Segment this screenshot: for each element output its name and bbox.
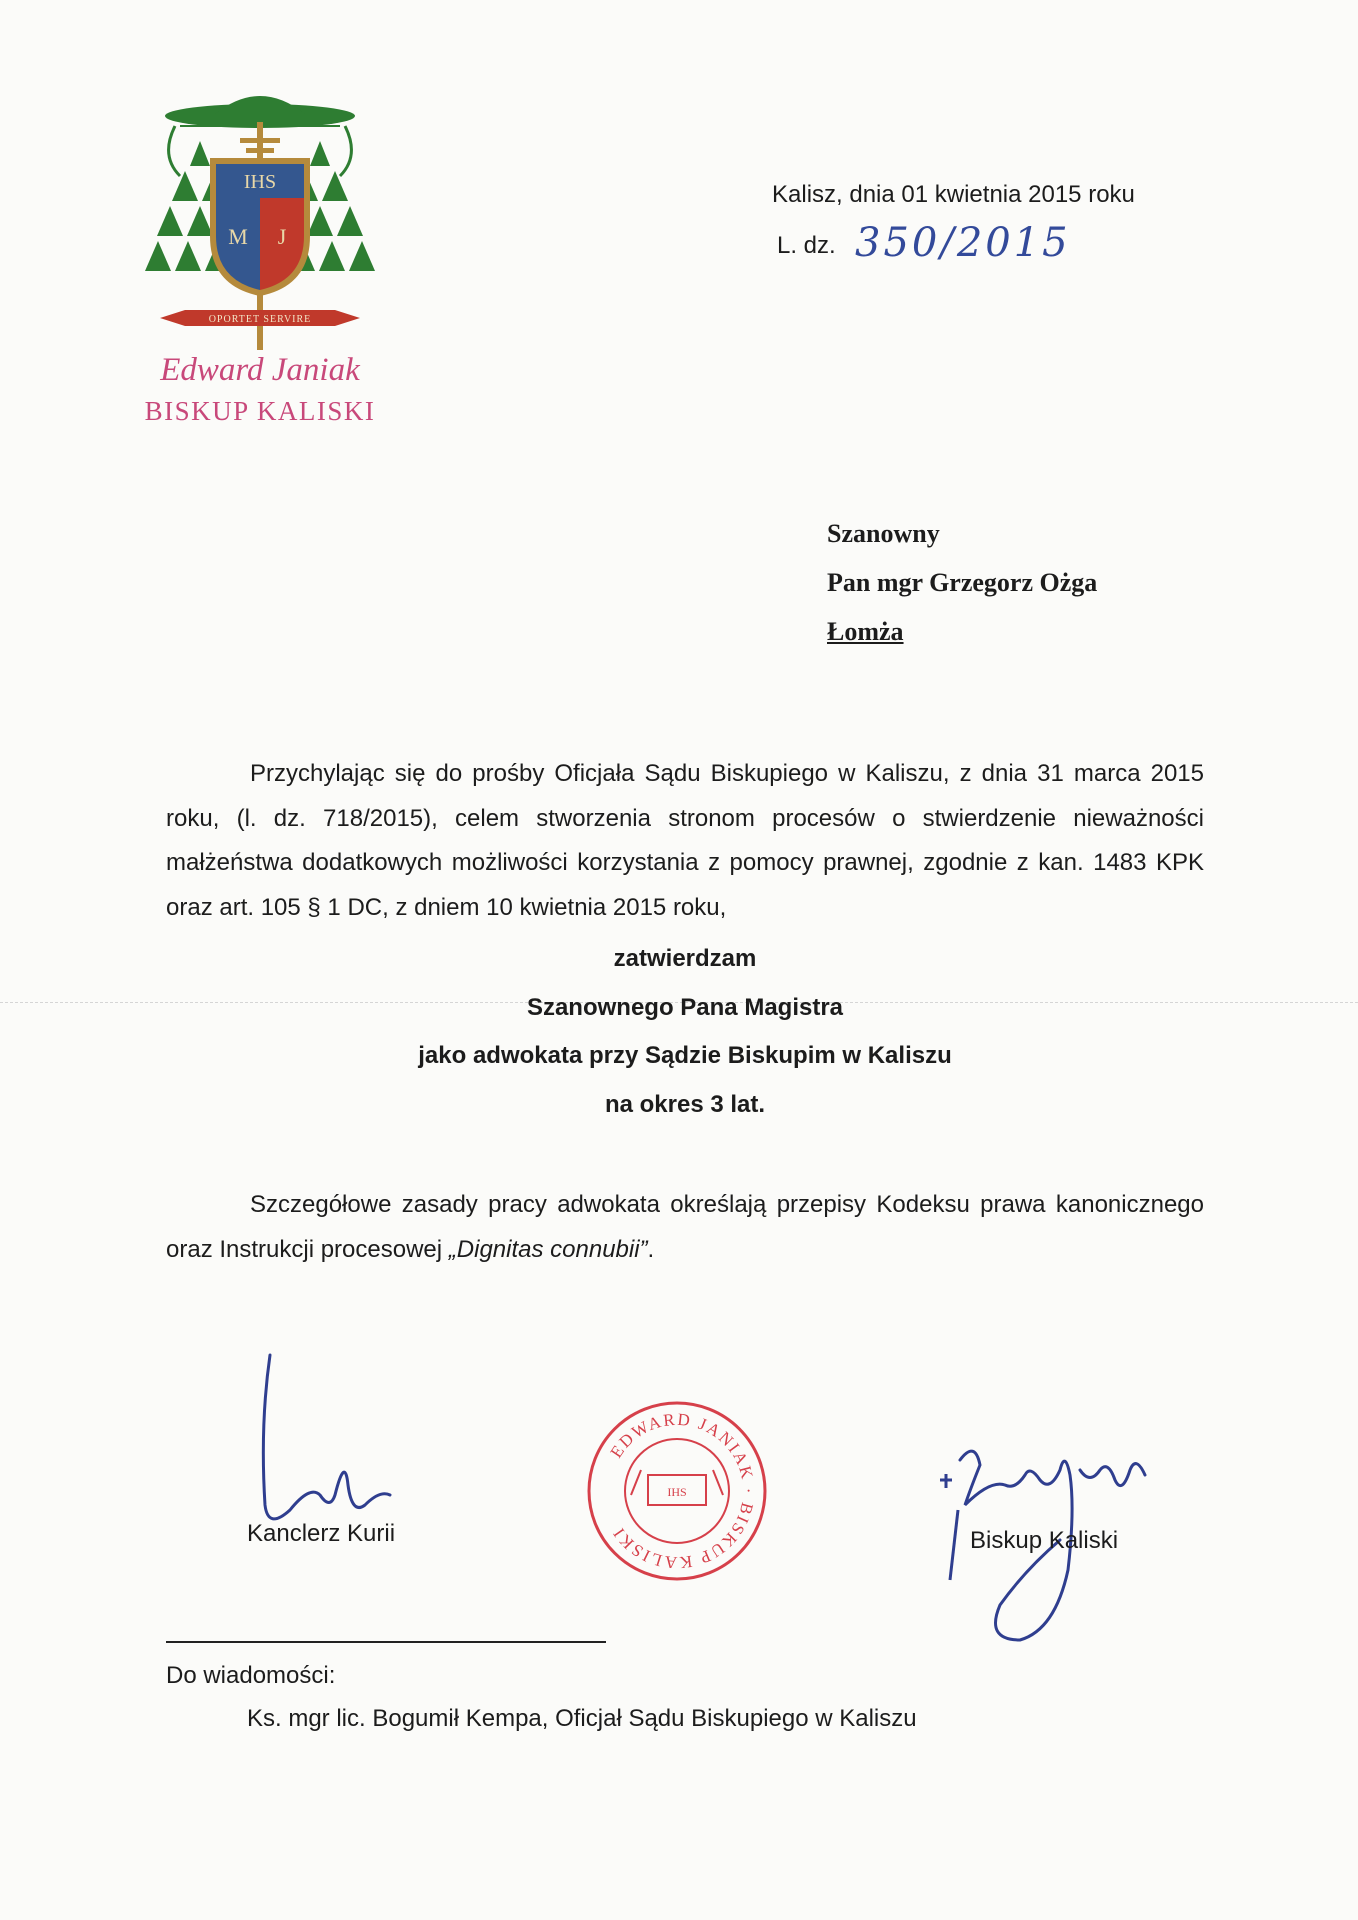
body-paragraph-1: Przychylając się do prośby Oficjała Sądu Biskupiego w Kaliszu, z dnia 31 marca 2015 roku, (l. dz. 718/2015), celem stworzenia stronom procesów o stwierdzenie nieważności małżeństwa dodatkowych możliwości korzystania z pomocy prawnej, zgodnie z kan. 1483 KPK oraz art. 105 § 1 DC, z dniem 10 kwietnia 2015 roku,: [166, 760, 1204, 921]
footer-rule: [166, 1641, 606, 1643]
paragraph-2-end: .: [647, 1235, 655, 1263]
decision-line-role: jako adwokata przy Sądzie Biskupim w Kaliszu: [418, 1042, 952, 1069]
svg-text:IHS: IHS: [667, 1485, 687, 1499]
cc-title: Do wiadomości:: [166, 1662, 336, 1689]
addressee-city: Łomża: [827, 617, 904, 646]
instruction-title: „Dignitas connubii”: [448, 1235, 648, 1263]
decision-line-addressee: Szanownego Pana Magistra: [526, 994, 844, 1021]
bishop-label: Biskup Kaliski: [970, 1527, 1119, 1554]
official-stamp: [586, 1400, 768, 1582]
chancellor-signature: [230, 1345, 410, 1535]
decision-line-term: na okres 3 lat.: [604, 1091, 766, 1118]
reference-number-handwritten: 350/2015: [855, 220, 1071, 266]
chancellor-label: Kanclerz Kurii: [247, 1520, 396, 1547]
svg-text:EDWARD JANIAK · BISKUP KALISKI: EDWARD JANIAK · BISKUP KALISKI: [606, 1409, 759, 1573]
decision-line-approve: zatwierdzam: [613, 945, 757, 972]
cc-recipient: Ks. mgr lic. Bogumił Kempa, Oficjał Sądu Biskupiego w Kaliszu: [247, 1705, 917, 1732]
coat-of-arms-logo: [140, 86, 380, 356]
sender-name: Edward Janiak: [160, 352, 360, 388]
svg-text:IHS: IHS: [243, 171, 277, 193]
reference-label: L. dz.: [777, 232, 836, 259]
svg-text:OPORTET SERVIRE: OPORTET SERVIRE: [208, 314, 312, 325]
addressee-salutation: Szanowny: [827, 519, 940, 548]
svg-text:J: J: [277, 224, 287, 249]
addressee-name: Pan mgr Grzegorz Ożga: [827, 568, 1098, 597]
svg-text:M: M: [228, 224, 248, 249]
paragraph-2-text: Szczegółowe zasady pracy adwokata określają przepisy Kodeksu prawa kanonicznego oraz Instrukcji procesowej: [166, 1191, 1204, 1263]
body-paragraph-2: [166, 1183, 1204, 1272]
place-date: Kalisz, dnia 01 kwietnia 2015 roku: [772, 181, 1135, 208]
sender-title: BISKUP KALISKI: [144, 396, 376, 426]
